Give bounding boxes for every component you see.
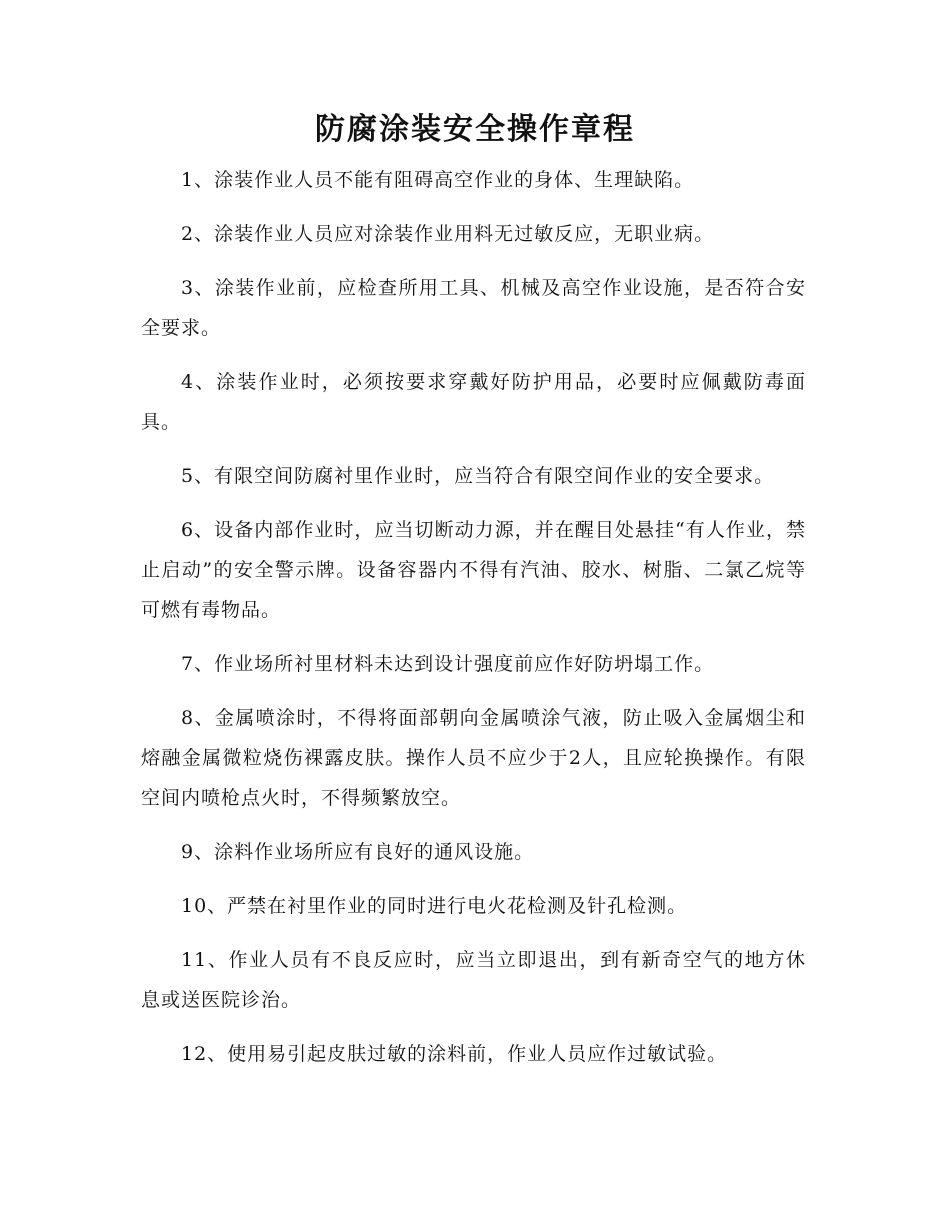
paragraph-4: 4、涂装作业时，必须按要求穿戴好防护用品，必要时应佩戴防毒面具。 — [141, 371, 806, 433]
document-body — [141, 160, 806, 1088]
paragraph-6: 6、设备内部作业时，应当切断动力源，并在醒目处悬挂“有人作业，禁止启动”的安全警示牌。设备容器内不得有汽油、胶水、树脂、二氯乙烷等可燃有毒物品。 — [141, 519, 806, 621]
paragraph-5: 5、有限空间防腐衬里作业时，应当符合有限空间作业的安全要求。 — [181, 465, 775, 487]
paragraph-10: 10、严禁在衬里作业的同时进行电火花检测及针孔检测。 — [181, 895, 688, 917]
paragraph-7: 7、作业场所衬里材料未达到设计强度前应作好防坍塌工作。 — [181, 653, 715, 675]
document-title: 防腐涂装安全操作章程 — [315, 112, 635, 147]
paragraph-12: 12、使用易引起皮肤过敏的涂料前，作业人员应作过敏试验。 — [181, 1043, 728, 1065]
paragraph-2: 2、涂装作业人员应对涂装作业用料无过敏反应，无职业病。 — [181, 223, 715, 245]
paragraph-8: 8、金属喷涂时，不得将面部朝向金属喷涂气液，防止吸入金属烟尘和熔融金属微粒烧伤裸露皮肤。操作人员不应少于2人，且应轮换操作。有限空间内喷枪点火时，不得频繁放空。 — [141, 707, 806, 809]
paragraph-11: 11、作业人员有不良反应时，应当立即退出，到有新奇空气的地方休息或送医院诊治。 — [141, 949, 806, 1011]
paragraph-3: 3、涂装作业前，应检查所用工具、机械及高空作业设施，是否符合安全要求。 — [141, 277, 806, 339]
paragraph-1: 1、涂装作业人员不能有阻碍高空作业的身体、生理缺陷。 — [181, 169, 695, 191]
paragraph-9: 9、涂料作业场所应有良好的通风设施。 — [181, 841, 535, 863]
